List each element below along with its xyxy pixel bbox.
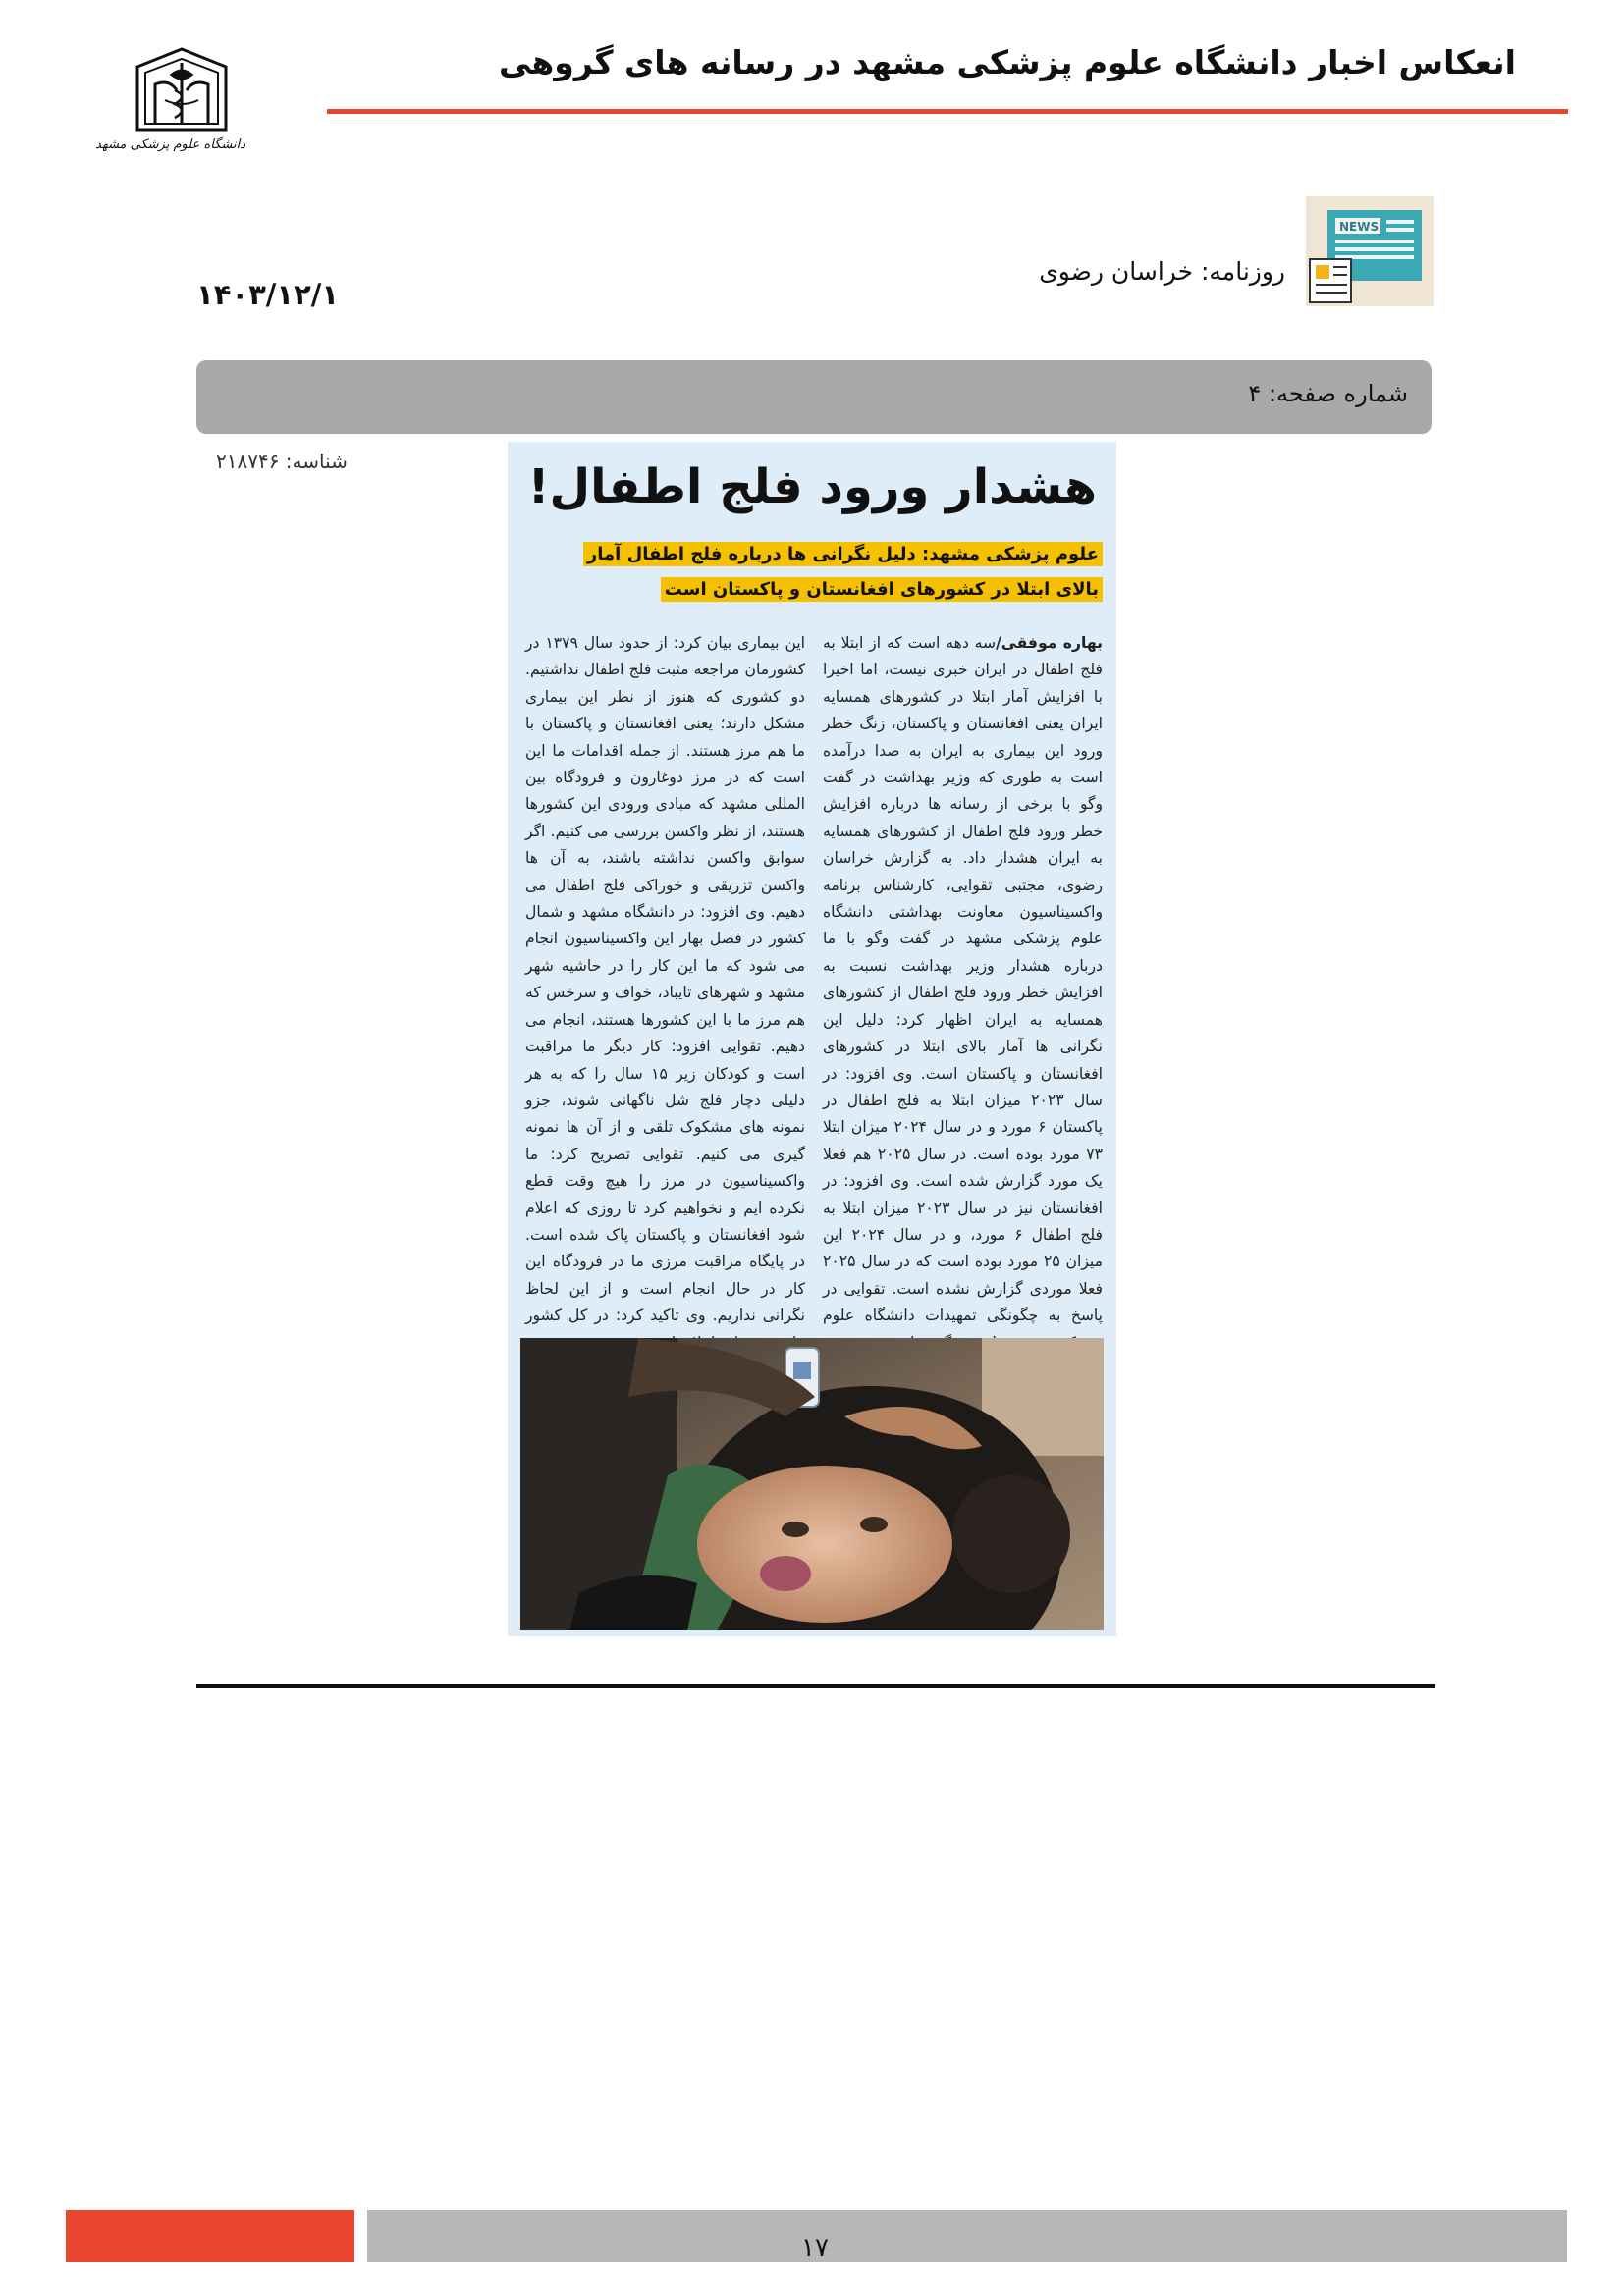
article-headline: هشدار ورود فلج اطفال! [527, 459, 1097, 514]
newspaper-icon [1306, 196, 1434, 306]
newspaper-source: روزنامه: خراسان رضوی [1039, 257, 1285, 286]
article-lead-line-1: علوم پزشکی مشهد: دلیل نگرانی ها درباره فلج اطفال آمار [583, 542, 1103, 566]
article-byline: بهاره موفقی/ [996, 634, 1103, 652]
publish-date: ۱۴۰۳/۱۲/۱ [196, 278, 340, 311]
document-id: شناسه: ۲۱۸۷۴۶ [216, 450, 348, 473]
report-title: انعکاس اخبار دانشگاه علوم پزشکی مشهد در رسانه های گروهی [499, 43, 1516, 81]
header-divider [327, 109, 1568, 114]
university-logo [95, 39, 245, 172]
newspaper-clipping [508, 442, 1116, 1636]
polio-vaccination-photo-image [520, 1338, 1104, 1630]
footer-page-number: ۱۷ [801, 2233, 829, 2263]
bottom-divider [196, 1684, 1435, 1688]
logo-caption: دانشگاه علوم پزشکی مشهد [95, 137, 245, 152]
page-info-bar [196, 360, 1432, 434]
article-lead-line-2: بالای ابتلا در کشورهای افغانستان و پاکستان است [661, 577, 1103, 602]
footer-bar [367, 2210, 1567, 2262]
footer-accent-bar [66, 2210, 354, 2262]
news-icon-text: NEWS [1339, 220, 1380, 234]
article-photo [520, 1338, 1104, 1630]
article-column-right [823, 630, 1103, 1357]
page-number-label: شماره صفحه: ۴ [1248, 380, 1408, 407]
article-column-left: این بیماری بیان کرد: از حدود سال ۱۳۷۹ در کشورمان مراجعه مثبت فلج اطفال نداشتیم. دو کشوری که هنوز از نظر این بیماری مشکل دارند؛ یعنی افغانستان و پاکستان با ما هم مرز هستند. از جمله اقدامات ما این است که در مرز دوغارون و فرودگاه بین المللی مشهد که مبادی ورودی این کشورها هستند، از نظر واکسن بررسی می کنیم. اگر سوابق واکسن نداشته باشند، به آن ها واکسن تزریقی و خوراکی فلج اطفال می دهیم. وی افزود: در دانشگاه مشهد و شمال کشور در فصل بهار این واکسیناسیون انجام می شود که ما این کار را در حاشیه شهر مشهد و شهرهای تایباد، خواف و سرخس که هم مرز ما با این کشورها هستند، انجام می دهیم. تقوایی افزود: کار دیگر ما مراقبت است و کودکان زیر ۱۵ سال را که به هر دلیلی دچار فلج شل ناگهانی شوند، جزو نمونه های مشکوک تلقی و از آن ها نمونه گیری می کنیم. تقوایی تصریح کرد: ما واکسیناسیون در مرز را هیچ وقت قطع نکرده ایم و نخواهیم کرد تا روزی که اعلام شود افغانستان و پاکستان پاک شده است. در پایگاه مراقبت مرزی ما در فرودگاه این کار در حال انجام است و از این لحاظ نگرانی نداریم. وی تاکید کرد: در کل کشور [525, 634, 806, 1325]
article-column-right-text: سه دهه است که از ابتلا به فلج اطفال در ایران خبری نیست، اما اخیرا با افزایش آمار ابتلا در کشورهای همسایه ایران یعنی افغانستان و پاکستان، زنگ خطر ورود این بیماری به ایران به صدا درآمده است به طوری که وزیر بهداشت در گفت وگو با برخی از رسانه ها درباره افزایش خطر ورود فلج اطفال از کشورهای همسایه به ایران هشدار داد. به گزارش خراسان رضوی، مجتبی تقوایی، کارشناس برنامه واکسیناسیون معاونت بهداشتی دانشگاه علوم پزشکی مشهد در گفت وگو با ما درباره هشدار وزیر بهداشت نسبت به افزایش خطر ورود فلج اطفال از کشورهای همسایه به ایران اظهار کرد: دلیل این نگرانی ها آمار بالای ابتلا در کشورهای افغانستان و پاکستان است. وی افزود: در سال ۲۰۲۳ میزان ابتلا به فلج اطفال در پاکستان ۶ مورد و در سال ۲۰۲۴ میزان ابتلا ۷۳ مورد بوده است. در سال ۲۰۲۵ هم فعلا یک مورد گزارش شده است. وی افزود: در افغانستان نیز در سال ۲۰۲۳ میزان ابتلا به فلج اطفال ۶ مورد، و در سال ۲۰۲۴ این میزان ۲۵ مورد بوده است که در سال ۲۰۲۵ فعلا موردی گزارش نشده است. تقوایی در پاسخ به چگونگی تمهیدات دانشگاه علوم [823, 634, 1104, 1325]
